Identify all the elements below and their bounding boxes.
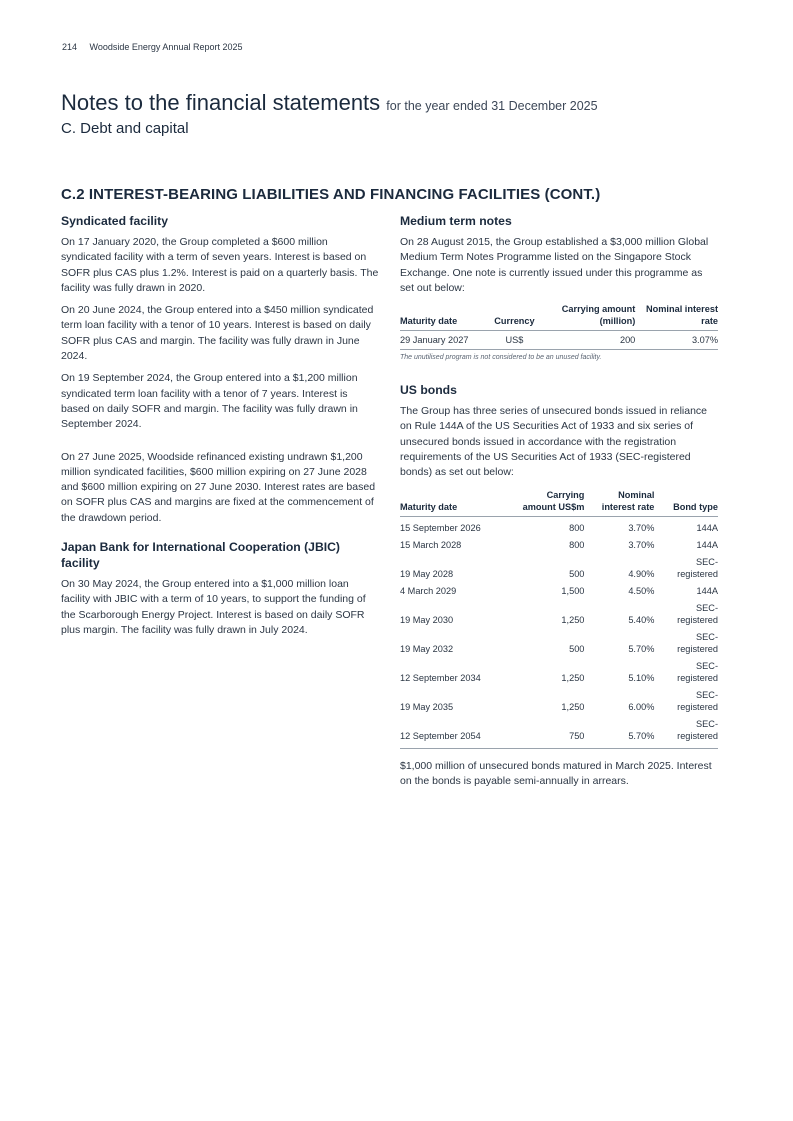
bond-type: SEC-registered xyxy=(654,715,718,749)
mtn-col-nominal-rate: Nominal interest rate xyxy=(635,303,718,331)
table-row xyxy=(400,331,718,350)
bond-nominal-rate: 4.90% xyxy=(628,568,655,579)
mtn-cell-carrying-amount: 200 xyxy=(540,331,635,350)
bond-type: SEC-registered xyxy=(677,631,718,654)
mtn-cell-currency: US$ xyxy=(489,331,540,350)
bond-maturity-date: 19 May 2035 xyxy=(400,701,454,712)
table-row xyxy=(400,536,718,553)
bond-nominal-rate: 3.70% xyxy=(628,522,655,533)
title-block xyxy=(61,90,741,137)
syndicated-facility-heading: Syndicated facility xyxy=(61,214,169,228)
bond-maturity-date: 15 September 2026 xyxy=(400,522,481,533)
mtn-col-currency: Currency xyxy=(489,303,540,331)
bond-maturity-date: 19 May 2032 xyxy=(400,643,454,654)
bond-nominal-rate: 3.70% xyxy=(628,539,655,550)
table-row xyxy=(400,715,718,749)
bond-carrying-amount: 500 xyxy=(569,568,585,579)
bond-type: SEC-registered xyxy=(677,660,718,683)
us-bonds-heading: US bonds xyxy=(400,383,457,398)
mtn-heading: Medium term notes xyxy=(400,214,512,228)
mtn-table xyxy=(400,303,718,350)
bond-carrying-amount: 800 xyxy=(569,522,585,533)
bonds-col-carrying-amount: Carrying amount US$m xyxy=(508,489,584,517)
page-title-main: Notes to the financial statements xyxy=(61,90,381,115)
bond-nominal-rate: 5.40% xyxy=(628,614,655,625)
table-row xyxy=(400,599,718,628)
bond-nominal-rate: 6.00% xyxy=(628,701,655,712)
bond-carrying-amount: 800 xyxy=(569,539,585,550)
table-row xyxy=(400,657,718,686)
syndicated-paragraph-3: On 19 September 2024, the Group entered into a $1,200 million syndicated term loan facility with a tenor of 7 years. Interest is based on daily SOFR and margin. The facility was fully drawn in September 2024. xyxy=(61,372,358,431)
bond-carrying-amount: 750 xyxy=(508,715,584,749)
jbic-heading: Japan Bank for International Cooperation (JBIC) facility xyxy=(61,540,340,571)
bond-carrying-amount: 1,500 xyxy=(561,585,585,596)
bond-type: SEC-registered xyxy=(677,689,718,712)
bonds-col-maturity-date: Maturity date xyxy=(400,489,508,517)
table-row xyxy=(400,628,718,657)
bond-maturity-date: 19 May 2028 xyxy=(400,568,454,579)
mtn-col-carrying-amount: Carrying amount (million) xyxy=(540,303,635,331)
syndicated-paragraph-4: On 27 June 2025, Woodside refinanced existing undrawn $1,200 million syndicated facilities, $600 million expiring on 27 June 2028 and $600 million expiring on 27 June 2030. Interest rates are based on SOFR plus CAS and margins are fixed at the commencement of the drawdown period. xyxy=(61,450,376,524)
bond-carrying-amount: 1,250 xyxy=(561,672,585,683)
mtn-table-header-row xyxy=(400,303,718,331)
bond-type: 144A xyxy=(696,522,718,533)
mtn-table-note: The unutilised program is not considered to be an unused facility. xyxy=(400,354,602,362)
bond-carrying-amount: 500 xyxy=(569,643,585,654)
mtn-cell-nominal-rate: 3.07% xyxy=(635,331,718,350)
section-heading: C.2 INTEREST-BEARING LIABILITIES AND FINANCING FACILITIES (CONT.) xyxy=(61,186,601,203)
bond-maturity-date: 4 March 2029 xyxy=(400,585,457,596)
bond-maturity-date: 19 May 2030 xyxy=(400,614,454,625)
bond-nominal-rate: 5.10% xyxy=(628,672,655,683)
us-bonds-after-paragraph: $1,000 million of unsecured bonds matured in March 2025. Interest on the bonds is payable semi-annually in arrears. xyxy=(400,759,712,787)
bond-carrying-amount: 1,250 xyxy=(561,614,585,625)
bond-type: 144A xyxy=(696,585,718,596)
left-column xyxy=(61,213,379,645)
page-number: 214 xyxy=(62,42,78,52)
syndicated-paragraph-2: On 20 June 2024, the Group entered into a $450 million syndicated term loan facility with a tenor of 10 years. Interest is based on daily SOFR plus CAS and margin. The facility was fully drawn in June 2024. xyxy=(61,304,374,363)
bonds-table-header-row xyxy=(400,489,718,517)
bond-carrying-amount: 1,250 xyxy=(561,701,585,712)
page-title xyxy=(61,90,741,119)
section-subtitle: C. Debt and capital xyxy=(61,120,189,137)
bond-type: SEC-registered xyxy=(677,602,718,625)
bond-nominal-rate: 4.50% xyxy=(628,585,655,596)
bond-maturity-date: 12 September 2054 xyxy=(400,715,508,749)
jbic-paragraph: On 30 May 2024, the Group entered into a $1,000 million loan facility with JBIC with a term of 10 years, to support the funding of the Scarborough Energy Project. Interest is based on daily SOFR plus margin. The facility was fully drawn in July 2024. xyxy=(61,578,366,636)
right-column xyxy=(400,213,718,796)
us-bonds-paragraph: The Group has three series of unsecured bonds issued in reliance on Rule 144A of the US Securities Act of 1933 and six series of unsecured bonds issued in accordance with the registration requirements of the US Securities Act of 1933 (SEC-registered bonds) as set out below: xyxy=(400,405,708,479)
bond-type: 144A xyxy=(696,539,718,550)
bonds-col-nominal-rate: Nominal interest rate xyxy=(584,489,654,517)
table-row xyxy=(400,516,718,536)
bonds-col-bond-type: Bond type xyxy=(654,489,718,517)
mtn-paragraph: On 28 August 2015, the Group established a $3,000 million Global Medium Term Notes Programme listed on the Singapore Stock Exchange. One note is currently issued under this programme as set out below: xyxy=(400,236,709,294)
bond-nominal-rate: 5.70% xyxy=(584,715,654,749)
report-title: Woodside Energy Annual Report 2025 xyxy=(89,42,243,52)
syndicated-paragraph-1: On 17 January 2020, the Group completed a $600 million syndicated facility with a term of seven years. Interest is based on SOFR plus CAS plus 1.2%. Interest is paid on a quarterly basis. The facility was fully drawn in 2020. xyxy=(61,236,379,294)
table-row xyxy=(400,582,718,599)
table-row xyxy=(400,553,718,582)
mtn-col-maturity-date: Maturity date xyxy=(400,303,489,331)
bond-maturity-date: 12 September 2034 xyxy=(400,672,481,683)
table-row xyxy=(400,686,718,715)
bond-nominal-rate: 5.70% xyxy=(628,643,655,654)
mtn-cell-maturity-date: 29 January 2027 xyxy=(400,331,489,350)
page-title-period: for the year ended 31 December 2025 xyxy=(386,99,598,113)
bond-type: SEC-registered xyxy=(677,556,718,579)
running-header xyxy=(62,42,243,52)
bond-maturity-date: 15 March 2028 xyxy=(400,539,462,550)
us-bonds-table xyxy=(400,489,718,749)
